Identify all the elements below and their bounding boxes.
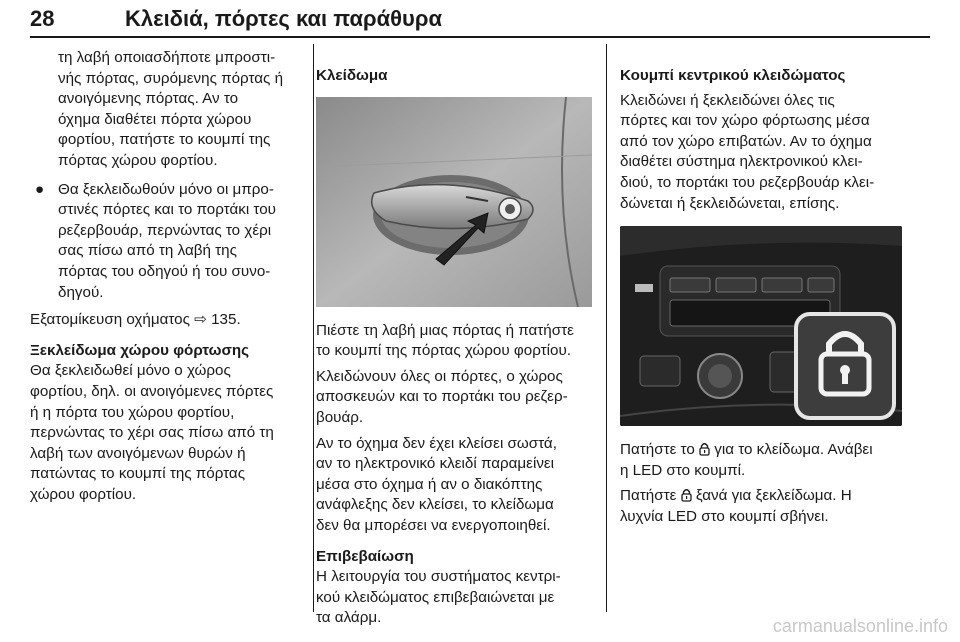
text-line: το κουμπί της πόρτας χώρου φορτίου. bbox=[316, 342, 571, 360]
section-heading: Ξεκλείδωμα χώρου φόρτωσης bbox=[30, 341, 250, 359]
dashboard-illustration bbox=[620, 226, 902, 426]
text-line: Θα ξεκλειδωθεί μόνο ο χώρος bbox=[30, 362, 231, 380]
text-line: Κλειδώνουν όλες οι πόρτες, ο χώρος bbox=[316, 367, 563, 385]
section-heading: Κουμπί κεντρικού κλειδώματος bbox=[620, 67, 846, 84]
text-line: Η λειτουργία του συστήματος κεντρι- bbox=[316, 568, 561, 586]
text-line: χώρου φορτίου. bbox=[30, 485, 137, 503]
door-handle-figure bbox=[316, 97, 592, 307]
text-line: στινές πόρτες και το πορτάκι του bbox=[58, 201, 276, 219]
continuation-paragraph bbox=[30, 48, 306, 172]
arrow-right-icon: ⇨ bbox=[194, 311, 207, 329]
text-fragment: ξανά για ξεκλείδωμα. Η bbox=[695, 487, 852, 505]
text-line: ή η πόρτα του χώρου φορτίου, bbox=[30, 403, 235, 421]
text-line: ανοιγόμενης πόρτας. Αν το bbox=[58, 90, 239, 108]
text-line: δεν θα μπορέσει να ενεργοποιηθεί. bbox=[316, 516, 551, 534]
text-line: φορτίου, δηλ. οι ανοιγόμενες πόρτες bbox=[30, 382, 274, 400]
text-line: βουάρ. bbox=[316, 408, 364, 426]
text-line: λαβή των ανοιγόμενων θυρών ή bbox=[30, 444, 246, 462]
section-heading: Κλείδωμα bbox=[316, 67, 388, 84]
text-line: πόρτες και τον χώρο φόρτωσης μέσα bbox=[620, 112, 870, 130]
text-line: τη λαβή οποιασδήποτε μπροστι- bbox=[58, 49, 276, 66]
section-heading: Επιβεβαίωση bbox=[316, 547, 414, 565]
door-handle-illustration bbox=[316, 97, 592, 307]
header-rule bbox=[30, 36, 930, 38]
text-line: αποσκευών και το πορτάκι του ρεζερ- bbox=[316, 388, 568, 406]
text-line: νής πόρτας, συρόμενης πόρτας ή bbox=[58, 69, 284, 87]
text-line: περνώντας το χέρι σας πίσω από τη bbox=[30, 424, 274, 442]
text-line: η LED στο κουμπί. bbox=[620, 461, 746, 479]
text-line: δώνεται ή ξεκλειδώνεται, επίσης. bbox=[620, 194, 840, 212]
bullet-item bbox=[30, 180, 306, 304]
column-divider bbox=[606, 44, 607, 612]
text-line: μέσα στο όχημα ή αν ο διακόπτης bbox=[316, 475, 543, 493]
middle-column bbox=[316, 48, 602, 629]
text-line: Αν το όχημα δεν έχει κλείσει σωστά, bbox=[316, 434, 557, 452]
cross-reference[interactable] bbox=[30, 310, 306, 331]
text-line: Θα ξεκλειδωθούν μόνο οι μπρο- bbox=[58, 180, 274, 198]
text-line: διαθέτει σύστημα ηλεκτρονικού κλει- bbox=[620, 153, 863, 171]
left-column bbox=[30, 48, 306, 505]
text-line: πόρτας χώρου φορτίου. bbox=[58, 151, 218, 169]
text-line: Πιέστε τη λαβή μιας πόρτας ή πατήστε bbox=[316, 321, 574, 339]
text-fragment: Πατήστε το bbox=[620, 441, 695, 459]
reference-text: Εξατομίκευση οχήματος bbox=[30, 311, 190, 329]
column-divider bbox=[313, 44, 314, 612]
lock-icon bbox=[699, 442, 710, 456]
text-fragment: Πατήστε bbox=[620, 487, 677, 505]
instruction-unlock bbox=[620, 486, 920, 507]
text-line: από τον χώρο επιβατών. Αν το όχημα bbox=[620, 132, 872, 150]
text-line: αν το ηλεκτρονικό κλειδί παραμείνει bbox=[316, 455, 555, 473]
text-line: ανάφλεξης δεν κλείσει, το κλείδωμα bbox=[316, 496, 554, 514]
text-line: ρεζερβουάρ, περνώντας το χέρι bbox=[58, 221, 272, 239]
page-title: Κλειδιά, πόρτες και παράθυρα bbox=[125, 6, 442, 31]
page-number: 28 bbox=[30, 6, 55, 31]
text-line: Κλειδώνει ή ξεκλειδώνει όλες τις bbox=[620, 91, 835, 109]
text-line: πόρτας του οδηγού ή του συνο- bbox=[58, 262, 271, 280]
text-line: λυχνία LED στο κουμπί σβήνει. bbox=[620, 507, 829, 525]
watermark: carmanualsonline.info bbox=[772, 616, 948, 636]
dashboard-figure bbox=[620, 226, 902, 426]
right-column bbox=[620, 48, 920, 528]
page-header bbox=[30, 2, 930, 36]
text-line: κού κλειδώματος επιβεβαιώνεται με bbox=[316, 588, 555, 606]
text-line: σας πίσω από τη λαβή της bbox=[58, 242, 237, 260]
text-line: πατώντας το κουμπί της πόρτας bbox=[30, 465, 246, 483]
text-line: τα αλάρμ. bbox=[316, 609, 382, 627]
text-fragment: για το κλείδωμα. Ανάβει bbox=[714, 441, 873, 459]
bullet-icon: ● bbox=[35, 180, 45, 198]
instruction-lock bbox=[620, 440, 920, 461]
text-line: φορτίου, πατήστε το κουμπί της bbox=[58, 131, 271, 149]
lock-icon bbox=[681, 488, 692, 502]
text-line: όχημα διαθέτει πόρτα χώρου bbox=[58, 110, 252, 128]
text-line: δηγού. bbox=[58, 283, 104, 301]
reference-page: 135. bbox=[211, 311, 241, 329]
text-line: διού, το πορτάκι του ρεζερβουάρ κλει- bbox=[620, 173, 875, 191]
